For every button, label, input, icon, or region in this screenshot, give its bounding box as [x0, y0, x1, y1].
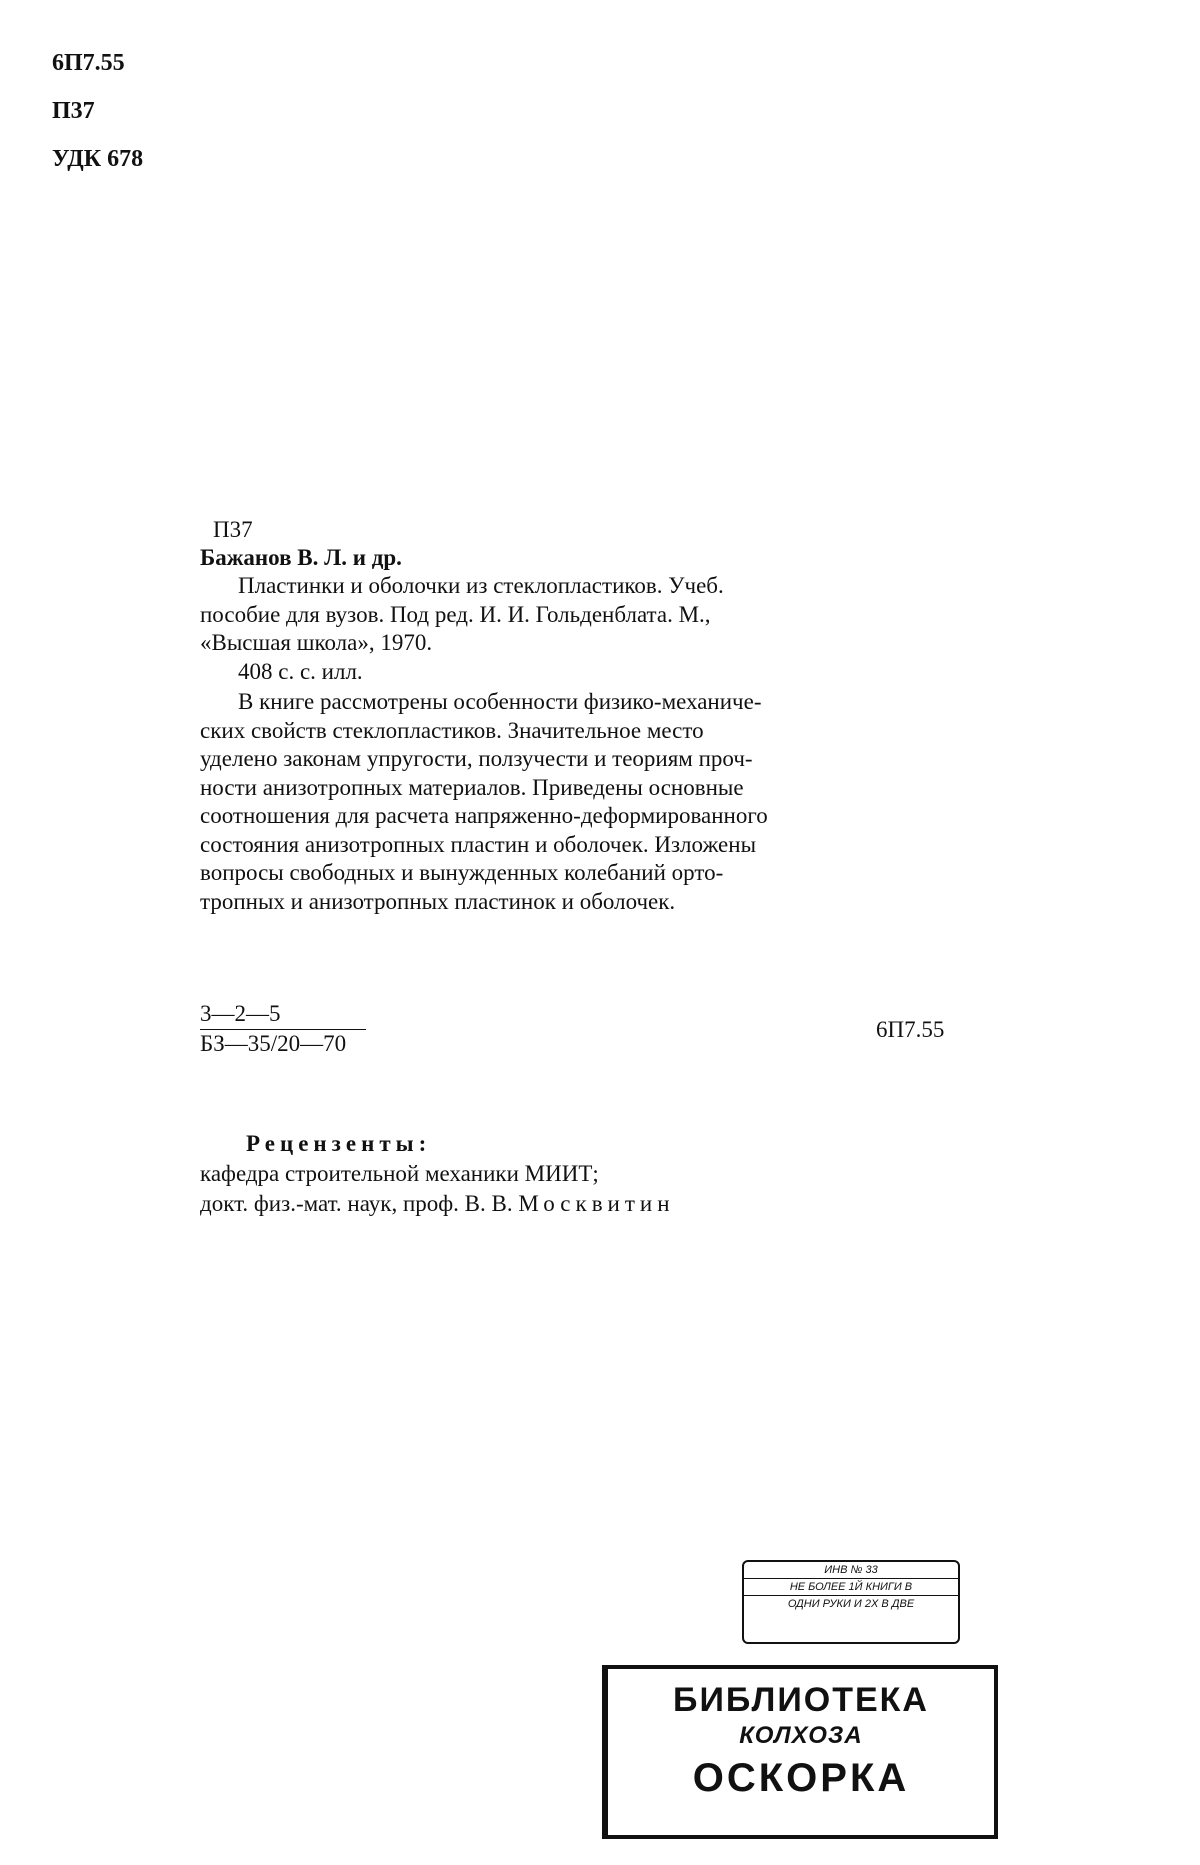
card-code-right: 6П7.55 — [876, 1017, 945, 1042]
stamp-big-line-2: КОЛХОЗА — [739, 1722, 863, 1749]
reviewers-line-1: кафедра строительной механики МИИТ; — [200, 1161, 599, 1186]
reviewers-heading — [246, 1130, 431, 1159]
stamp-small-line: ИНВ № 33 — [744, 1562, 958, 1579]
reviewers-line-2 — [200, 1190, 675, 1219]
stamp-small-line: НЕ БОЛЕЕ 1Й КНИГИ В — [744, 1579, 958, 1596]
reviewers-line-2-prefix: докт. физ.-мат. наук, проф. В. В. — [200, 1191, 519, 1216]
fraction-top: 3—2—5 — [200, 1000, 366, 1030]
fraction — [200, 1000, 366, 1058]
card-title — [200, 572, 972, 658]
udk-code: УДК 678 — [52, 146, 144, 172]
fraction-bottom: БЗ—35/20—70 — [200, 1030, 347, 1056]
annotation-line: уделено законам упругости, ползучести и теориям проч- — [200, 746, 753, 771]
annotation-line: ности анизотропных материалов. Приведены основные — [200, 774, 744, 800]
stamp-small-line: ОДНИ РУКИ И 2Х В ДВЕ — [787, 1598, 915, 1610]
annotation-line: соотношения для расчета напряженно-деформированного — [200, 803, 768, 828]
stamp-big-line-1: БИБЛИОТЕКА — [673, 1681, 929, 1719]
card-annotation — [200, 688, 972, 916]
annotation-line: ских свойств стеклопластиков. Значительное место — [200, 717, 704, 743]
stamp-big-line-3: ОСКОРКА — [692, 1756, 910, 1800]
card-title-line: «Высшая школа», 1970. — [200, 630, 433, 655]
reviewers-heading-text: Рецензенты: — [246, 1131, 432, 1156]
inventory-stamp — [742, 1560, 960, 1644]
card-author: Бажанов В. Л. и др. — [200, 545, 402, 570]
reviewer-name: Москвитин — [518, 1191, 675, 1216]
card-title-line: Пластинки и оболочки из стеклопластиков. Учеб. — [238, 573, 724, 598]
annotation-line: В книге рассмотрены особенности физико-механиче- — [238, 689, 762, 714]
classification-code: 6П7.55 — [52, 50, 125, 76]
annotation-line: тропных и анизотропных пластинок и оболочек. — [200, 888, 676, 914]
card-index: П37 — [213, 517, 253, 542]
annotation-line: состояния анизотропных пластин и оболочек. Изложены — [200, 831, 757, 857]
annotation-line: вопросы свободных и вынужденных колебаний орто- — [200, 860, 724, 885]
card-title-line: пособие для вузов. Под ред. И. И. Гольденблата. М., — [200, 601, 711, 627]
author-mark: П37 — [52, 98, 95, 124]
library-stamp — [602, 1665, 998, 1839]
card-pages: 408 с. с. илл. — [238, 659, 363, 684]
